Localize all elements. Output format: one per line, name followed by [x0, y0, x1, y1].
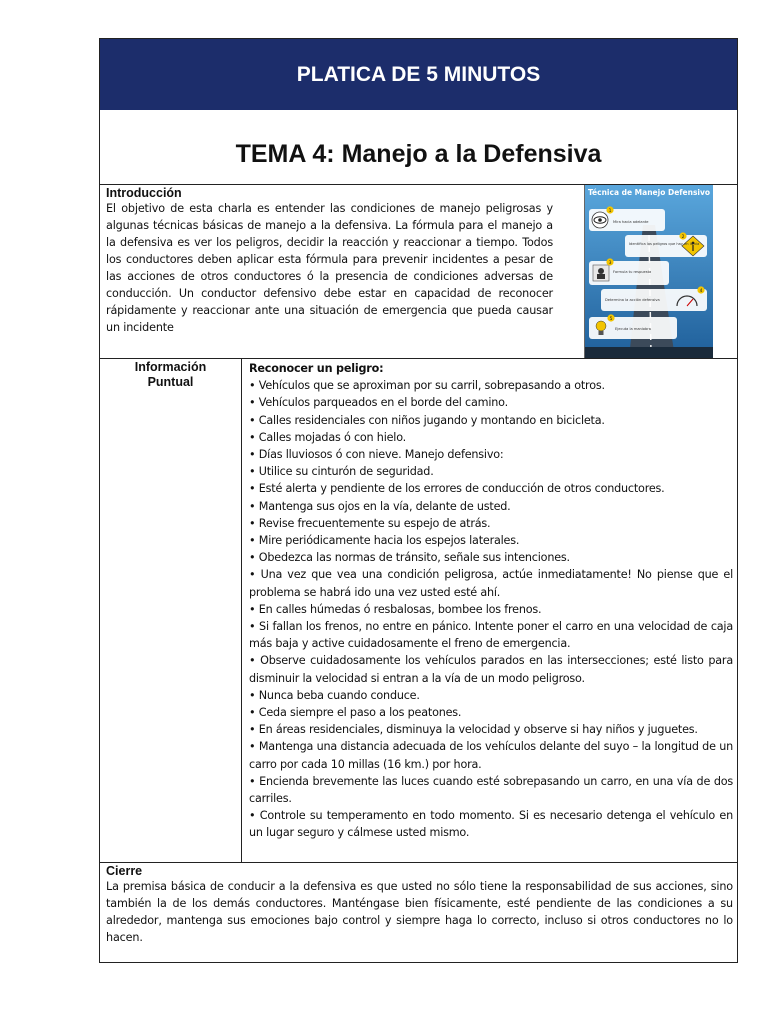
- svg-text:Formula tu respuesta: Formula tu respuesta: [613, 270, 652, 274]
- intro-section: [100, 185, 737, 359]
- step-2: [625, 232, 707, 257]
- infographic-drawing: [585, 185, 713, 358]
- intro-text-block: [106, 185, 553, 336]
- info-item: • Observe cuidadosamente los vehículos parados en las intersecciones; esté listo para disminuir la velocidad si entran a la vía de un modo peligroso.: [249, 654, 733, 685]
- info-item: • Nunca beba cuando conduce.: [249, 688, 420, 702]
- step-5: [589, 314, 677, 339]
- info-section: [100, 358, 737, 863]
- intro-heading: Introducción: [106, 186, 182, 200]
- info-item: • Revise frecuentemente su espejo de atrás.: [249, 516, 491, 530]
- info-item: • Ceda siempre el paso a los peatones.: [249, 706, 462, 720]
- info-item: • En calles húmedas ó resbalosas, bombee los frenos.: [249, 602, 542, 616]
- info-item: • Calles residenciales con niños jugando y montando en bicicleta.: [249, 413, 605, 427]
- infographic-title: Técnica de Manejo Defensivo: [587, 188, 711, 197]
- svg-text:Mira hacia adelante: Mira hacia adelante: [613, 220, 649, 224]
- info-item: • Mantenga una distancia adecuada de los vehículos delante del suyo – la longitud de un carro por cada 10 millas (16 km.) por hora.: [249, 740, 733, 771]
- info-item: • Controle su temperamento en todo momento. Si es necesario detenga el vehículo en un lugar seguro y cálmese usted mismo.: [249, 809, 733, 840]
- lightbulb-icon: [596, 321, 606, 331]
- info-label-line2: Puntual: [147, 375, 194, 389]
- info-item: • Vehículos parqueados en el borde del camino.: [249, 396, 508, 410]
- document-sheet: [99, 38, 738, 963]
- info-item: • Mire periódicamente hacia los espejos laterales.: [249, 534, 520, 548]
- closing-heading: Cierre: [106, 864, 143, 878]
- svg-text:2: 2: [681, 235, 685, 240]
- svg-text:3: 3: [608, 261, 612, 266]
- header-title: PLATICA DE 5 MINUTOS: [296, 62, 541, 86]
- info-label: [100, 358, 242, 862]
- step-1: [589, 206, 665, 231]
- svg-text:Determina la acción defensiva: Determina la acción defensiva: [605, 298, 660, 302]
- info-list: [249, 360, 733, 842]
- info-item: Reconocer un peligro:: [249, 362, 384, 375]
- info-item: • Utilice su cinturón de seguridad.: [249, 465, 434, 479]
- topic-row: [100, 110, 737, 185]
- svg-text:5: 5: [609, 317, 613, 322]
- closing-section: [106, 863, 733, 946]
- topic-title: TEMA 4: Manejo a la Defensiva: [235, 139, 602, 168]
- header-banner: [100, 39, 737, 110]
- step-3: [589, 258, 669, 285]
- svg-text:Ejecuta la maniobra: Ejecuta la maniobra: [615, 327, 651, 331]
- svg-text:Identifica los peligros que ha: Identifica los peligros que hay en la vía: [629, 242, 700, 246]
- info-item: • Días lluviosos ó con nieve. Manejo defensivo:: [249, 448, 504, 462]
- info-item: • Si fallan los frenos, no entre en pánico. Intente poner el carro en una velocidad de caja más baja y active cuidadosamente el freno de emergencia.: [249, 620, 733, 651]
- info-item: • Una vez que vea una condición peligrosa, actúe inmediatamente! No piense que el problema se habrá ido una vez usted esté ahí.: [249, 568, 733, 599]
- info-label-line1: Información: [134, 360, 207, 374]
- intro-paragraph: El objetivo de esta charla es entender las condiciones de manejo peligrosas y algunas técnicas básicas de manejo a la defensiva. La fórmula para el manejo a la defensiva es ver los peligros, decidir la reacción y reaccionar a tiempo. Todos los conductores deben aplicar esta fórmula para prevenir incidentes a pesar de las acciones de otros conductores ó la presencia de condiciones adversas de conducción. Un conductor defensivo debe estar en capacidad de reconocer rápidamente y reaccionar ante una situación de emergencia que pueda causar un incidente: [106, 202, 553, 334]
- info-item: • Calles mojadas ó con hielo.: [249, 430, 406, 444]
- svg-text:1: 1: [608, 209, 612, 214]
- info-item: • Obedezca las normas de tránsito, señale sus intenciones.: [249, 551, 570, 565]
- closing-paragraph: La premisa básica de conducir a la defensiva es que usted no sólo tiene la responsabilidad de sus acciones, sino también la de los demás conductores. Manténgase bien físicamente, esté pendiente de las condiciones a su alrededor, mantenga sus emociones bajo control y siempre haga lo correcto, incluso si otros conductores no lo hacen.: [106, 880, 733, 944]
- infographic-image: [584, 185, 713, 358]
- info-item: • Esté alerta y pendiente de los errores de conducción de otros conductores.: [249, 482, 665, 496]
- info-item: • En áreas residenciales, disminuya la velocidad y observe si hay niños y juguetes.: [249, 723, 698, 737]
- step-4: [601, 286, 707, 311]
- svg-text:4: 4: [699, 289, 703, 294]
- info-item: • Encienda brevemente las luces cuando esté sobrepasando un carro, en una vía de dos carriles.: [249, 774, 733, 806]
- info-item: • Vehículos que se aproximan por su carril, sobrepasando a otros.: [249, 379, 605, 393]
- info-item: • Mantenga sus ojos en la vía, delante de usted.: [249, 499, 511, 513]
- eye-icon: [598, 218, 602, 222]
